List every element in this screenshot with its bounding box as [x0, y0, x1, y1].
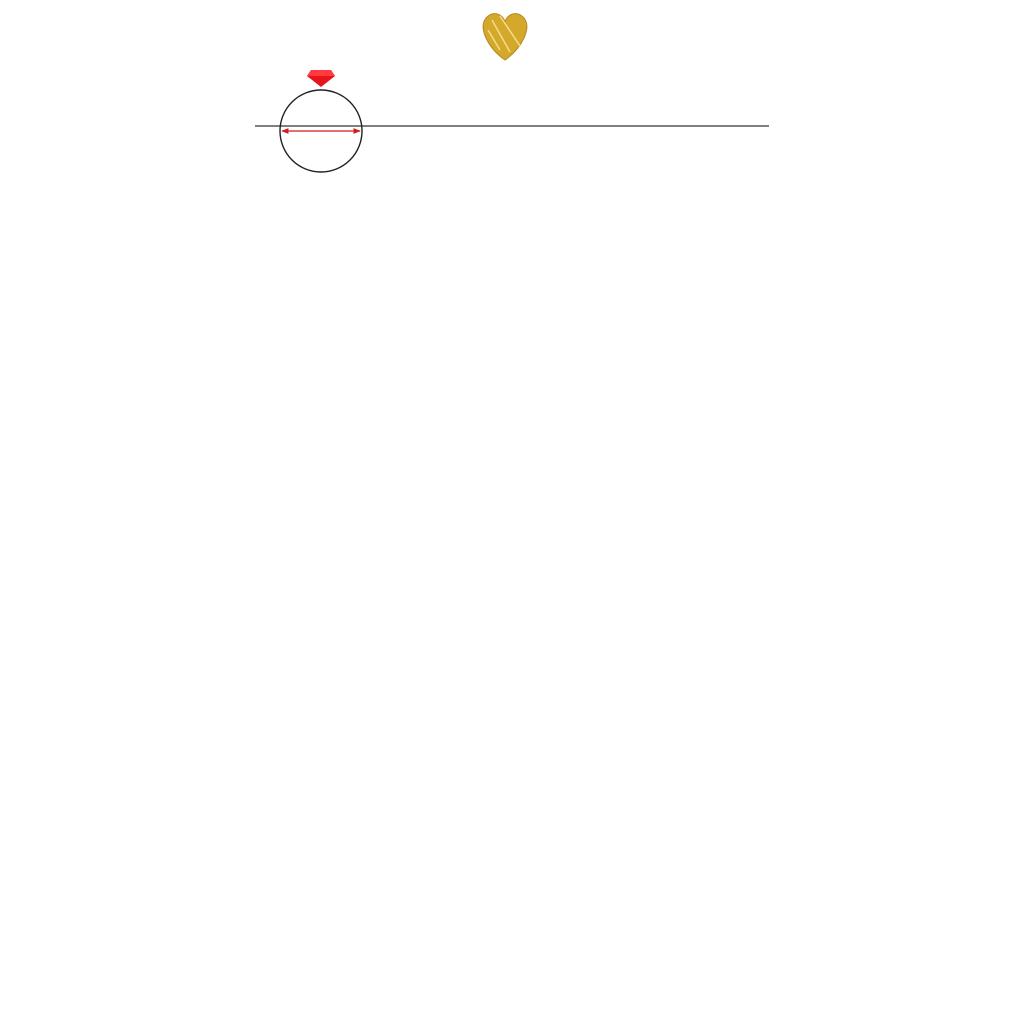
brand-logo: [483, 14, 527, 60]
ruler-example-ring: [280, 70, 362, 172]
gem-icon: [307, 70, 335, 87]
gold-heart-rings-icon: [483, 14, 527, 60]
